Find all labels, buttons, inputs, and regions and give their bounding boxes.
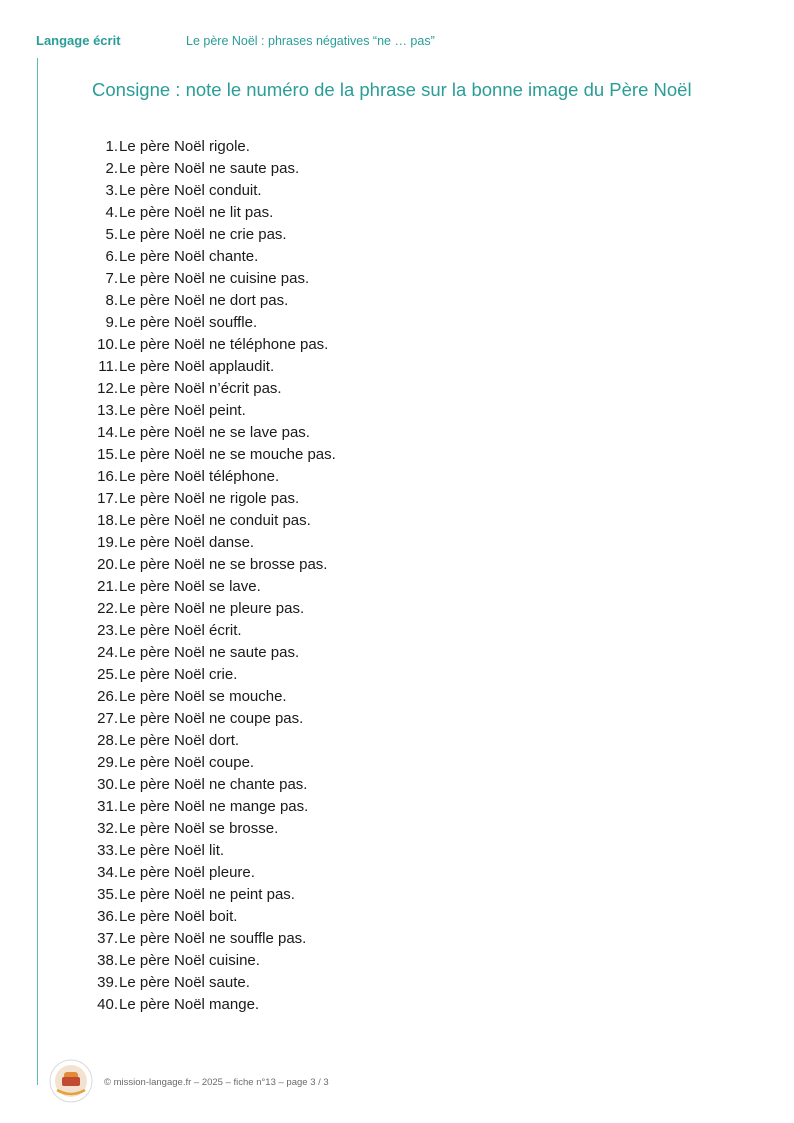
sentence-number: 40.: [97, 995, 118, 1013]
sentence-number: 14.: [97, 423, 118, 441]
sentence-item: [0, 399, 336, 421]
sentence-item: [0, 421, 336, 443]
sentence-number: 2.: [105, 159, 118, 177]
mission-langage-logo-icon: [49, 1059, 93, 1103]
sentence-item: [0, 971, 336, 993]
sentence-item: [0, 443, 336, 465]
sentence-text: Le père Noël ne téléphone pas.: [119, 335, 329, 353]
sentence-number: 16.: [97, 467, 118, 485]
sentence-number: 12.: [97, 379, 118, 397]
sentence-text: Le père Noël ne peint pas.: [119, 885, 295, 903]
sentence-text: Le père Noël ne mange pas.: [119, 797, 309, 815]
sentence-number: 30.: [97, 775, 118, 793]
sentence-item: [0, 311, 336, 333]
sentence-item: [0, 135, 336, 157]
sentence-text: Le père Noël se mouche.: [119, 687, 287, 705]
sentence-text: Le père Noël ne se brosse pas.: [119, 555, 328, 573]
sentence-text: Le père Noël applaudit.: [119, 357, 275, 375]
sentence-item: [0, 575, 336, 597]
sentence-text: Le père Noël ne conduit pas.: [119, 511, 311, 529]
sentence-text: Le père Noël ne se lave pas.: [119, 423, 310, 441]
sentence-item: [0, 597, 336, 619]
sentence-text: Le père Noël ne dort pas.: [119, 291, 289, 309]
sentence-item: [0, 839, 336, 861]
sentence-text: Le père Noël peint.: [119, 401, 246, 419]
sentence-item: [0, 333, 336, 355]
sentence-item: [0, 949, 336, 971]
sentence-item: [0, 905, 336, 927]
sentence-text: Le père Noël crie.: [119, 665, 238, 683]
sentence-number: 9.: [105, 313, 118, 331]
sentence-number: 5.: [105, 225, 118, 243]
sentence-number: 6.: [105, 247, 118, 265]
sentence-item: [0, 245, 336, 267]
sentence-item: [0, 993, 336, 1015]
sentence-text: Le père Noël ne pleure pas.: [119, 599, 305, 617]
sentence-text: Le père Noël ne souffle pas.: [119, 929, 307, 947]
sentence-text: Le père Noël conduit.: [119, 181, 262, 199]
sentence-item: [0, 729, 336, 751]
sentence-item: [0, 641, 336, 663]
sentence-text: Le père Noël coupe.: [119, 753, 255, 771]
sentence-number: 22.: [97, 599, 118, 617]
sentence-item: [0, 377, 336, 399]
sentence-item: [0, 795, 336, 817]
sentence-number: 3.: [105, 181, 118, 199]
sentence-item: [0, 685, 336, 707]
sentence-text: Le père Noël n’écrit pas.: [119, 379, 282, 397]
sentence-text: Le père Noël lit.: [119, 841, 225, 859]
sentence-number: 33.: [97, 841, 118, 859]
sentence-text: Le père Noël ne rigole pas.: [119, 489, 300, 507]
sentence-number: 37.: [97, 929, 118, 947]
sentence-number: 10.: [97, 335, 118, 353]
sentence-text: Le père Noël ne chante pas.: [119, 775, 308, 793]
sentence-number: 4.: [105, 203, 118, 221]
sentence-number: 7.: [105, 269, 118, 287]
sentence-number: 34.: [97, 863, 118, 881]
footer-copyright: © mission-langage.fr – 2025 – fiche n°13 – page 3 / 3: [104, 1077, 329, 1088]
sentence-number: 35.: [97, 885, 118, 903]
header-title: Le père Noël : phrases négatives “ne … pas”: [186, 34, 435, 48]
sentence-text: Le père Noël ne saute pas.: [119, 643, 300, 661]
sentence-text: Le père Noël souffle.: [119, 313, 258, 331]
sentence-number: 15.: [97, 445, 118, 463]
sentence-number: 26.: [97, 687, 118, 705]
sentence-item: [0, 201, 336, 223]
sentence-item: [0, 267, 336, 289]
sentence-item: [0, 553, 336, 575]
sentence-item: [0, 223, 336, 245]
sentence-text: Le père Noël écrit.: [119, 621, 242, 639]
sentence-number: 13.: [97, 401, 118, 419]
sentence-number: 36.: [97, 907, 118, 925]
sentence-item: [0, 179, 336, 201]
header-category: Langage écrit: [36, 33, 121, 48]
sentence-text: Le père Noël danse.: [119, 533, 255, 551]
sentence-item: [0, 487, 336, 509]
instruction: Consigne : note le numéro de la phrase sur la bonne image du Père Noël: [92, 79, 692, 100]
sentence-number: 31.: [97, 797, 118, 815]
sentence-item: [0, 861, 336, 883]
sentence-text: Le père Noël ne se mouche pas.: [119, 445, 336, 463]
sentence-list: [0, 135, 336, 1015]
sentence-number: 28.: [97, 731, 118, 749]
sentence-item: [0, 817, 336, 839]
sentence-text: Le père Noël ne saute pas.: [119, 159, 300, 177]
sentence-number: 39.: [97, 973, 118, 991]
sentence-number: 20.: [97, 555, 118, 573]
sentence-text: Le père Noël cuisine.: [119, 951, 260, 969]
sentence-number: 21.: [97, 577, 118, 595]
sentence-item: [0, 773, 336, 795]
sentence-item: [0, 619, 336, 641]
sentence-item: [0, 883, 336, 905]
sentence-item: [0, 355, 336, 377]
sentence-item: [0, 751, 336, 773]
sentence-text: Le père Noël téléphone.: [119, 467, 280, 485]
sentence-item: [0, 663, 336, 685]
sentence-number: 8.: [105, 291, 118, 309]
sentence-item: [0, 157, 336, 179]
sentence-item: [0, 707, 336, 729]
sentence-number: 17.: [97, 489, 118, 507]
sentence-number: 18.: [97, 511, 118, 529]
sentence-text: Le père Noël ne cuisine pas.: [119, 269, 310, 287]
sentence-text: Le père Noël dort.: [119, 731, 240, 749]
sentence-text: Le père Noël saute.: [119, 973, 250, 991]
sentence-number: 23.: [97, 621, 118, 639]
sentence-text: Le père Noël ne coupe pas.: [119, 709, 304, 727]
sentence-number: 27.: [97, 709, 118, 727]
sentence-number: 29.: [97, 753, 118, 771]
sentence-text: Le père Noël boit.: [119, 907, 238, 925]
sentence-number: 11.: [98, 357, 118, 375]
sentence-text: Le père Noël chante.: [119, 247, 259, 265]
sentence-number: 24.: [97, 643, 118, 661]
sentence-number: 1.: [105, 137, 118, 155]
sentence-item: [0, 531, 336, 553]
sentence-item: [0, 465, 336, 487]
sentence-text: Le père Noël mange.: [119, 995, 260, 1013]
sentence-item: [0, 509, 336, 531]
sentence-item: [0, 289, 336, 311]
sentence-text: Le père Noël se brosse.: [119, 819, 279, 837]
sentence-number: 19.: [97, 533, 118, 551]
sentence-number: 25.: [97, 665, 118, 683]
sentence-text: Le père Noël ne crie pas.: [119, 225, 287, 243]
sentence-number: 38.: [97, 951, 118, 969]
sentence-text: Le père Noël se lave.: [119, 577, 261, 595]
sentence-item: [0, 927, 336, 949]
sentence-text: Le père Noël rigole.: [119, 137, 250, 155]
sentence-text: Le père Noël ne lit pas.: [119, 203, 274, 221]
sentence-text: Le père Noël pleure.: [119, 863, 255, 881]
sentence-number: 32.: [97, 819, 118, 837]
